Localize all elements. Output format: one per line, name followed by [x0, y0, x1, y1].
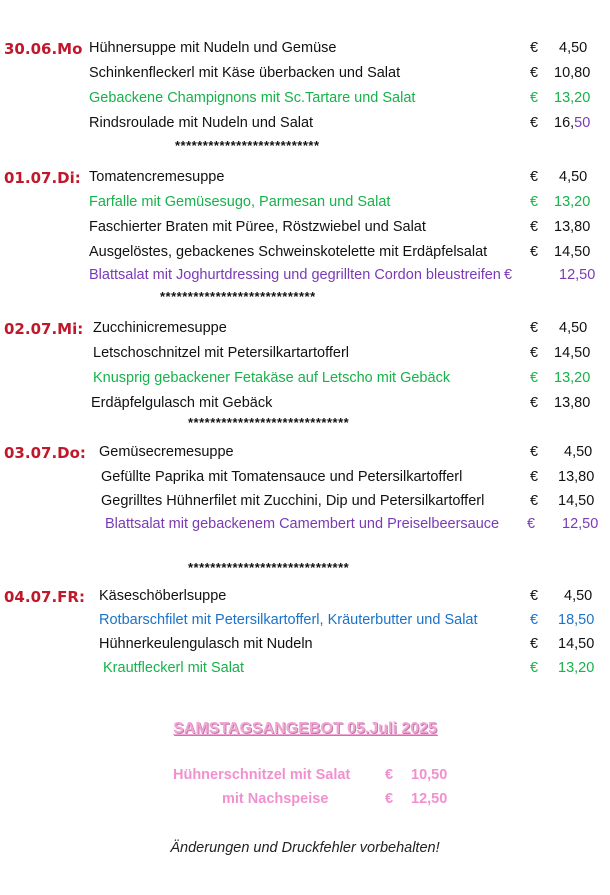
currency-symbol: € — [530, 345, 539, 361]
price: 13,20 — [554, 370, 591, 386]
currency-symbol: € — [530, 370, 539, 386]
price: 12,50 — [562, 516, 599, 532]
price: 4,50 — [559, 320, 588, 336]
dish-name: Rindsroulade mit Nudeln und Salat — [89, 115, 314, 131]
price: 4,50 — [559, 169, 588, 185]
promo-title: SAMSTAGSANGEBOT 05.Juli 2025 — [173, 720, 437, 737]
price-part: 16, — [554, 115, 575, 131]
day-label: 02.07.Mi: — [4, 320, 84, 338]
price: 12,50 — [559, 267, 596, 283]
dish-name: Blattsalat mit Joghurtdressing und gegrillten Cordon bleustreifen — [89, 267, 501, 283]
dish-name: Letschoschnitzel mit Petersilkartartofferl — [93, 345, 350, 361]
currency-symbol: € — [530, 493, 539, 509]
separator: ************************** — [175, 138, 320, 153]
price: 4,50 — [564, 588, 593, 604]
price-part: 50 — [574, 115, 591, 131]
day-label: 30.06.Mo — [4, 40, 83, 58]
promo-row — [222, 791, 448, 807]
price: 13,20 — [558, 660, 595, 676]
promo-currency: € — [385, 791, 394, 807]
price: 14,50 — [554, 345, 591, 361]
currency-symbol: € — [530, 90, 539, 106]
dish-name: Farfalle mit Gemüsesugo, Parmesan und Salat — [89, 194, 391, 210]
day-label: 01.07.Di: — [4, 169, 81, 187]
dish-name: Schinkenfleckerl mit Käse überbacken und Salat — [89, 65, 401, 81]
dish-name: Hühnerkeulengulasch mit Nudeln — [99, 636, 313, 652]
currency-symbol: € — [530, 244, 539, 260]
price: 14,50 — [558, 636, 595, 652]
price: 13,20 — [554, 90, 591, 106]
dish-name: Erdäpfelgulasch mit Gebäck — [91, 395, 273, 411]
promo-row — [173, 767, 448, 783]
price: 4,50 — [559, 40, 588, 56]
dish-name: Faschierter Braten mit Püree, Röstzwiebel und Salat — [89, 219, 426, 235]
currency-symbol: € — [530, 469, 539, 485]
dish-name: Zucchinicremesuppe — [93, 320, 227, 336]
currency-symbol: € — [530, 40, 539, 56]
disclaimer-footer: Änderungen und Druckfehler vorbehalten! — [170, 840, 440, 856]
price: 13,80 — [554, 219, 591, 235]
price: 14,50 — [554, 244, 591, 260]
promo-price: 12,50 — [411, 791, 448, 807]
price: 13,20 — [554, 194, 591, 210]
dish-name: Krautfleckerl mit Salat — [103, 660, 245, 676]
promo-text: mit Nachspeise — [222, 791, 329, 807]
promo-currency: € — [385, 767, 394, 783]
dish-name: Ausgelöstes, gebackenes Schweinskotelette mit Erdäpfelsalat — [89, 244, 488, 260]
day-label: 03.07.Do: — [4, 444, 86, 462]
currency-symbol: € — [530, 588, 539, 604]
currency-symbol: € — [530, 219, 539, 235]
separator: ***************************** — [188, 560, 350, 575]
currency-symbol: € — [530, 395, 539, 411]
separator: ***************************** — [188, 415, 350, 430]
currency-symbol: € — [530, 612, 539, 628]
currency-symbol: € — [504, 267, 513, 283]
currency-symbol: € — [530, 115, 539, 131]
currency-symbol: € — [527, 516, 536, 532]
dish-name: Tomatencremesuppe — [89, 169, 225, 185]
day-label: 04.07.FR: — [4, 588, 85, 606]
price: 10,80 — [554, 65, 591, 81]
dish-name: Knusprig gebackener Fetakäse auf Letscho mit Gebäck — [93, 370, 451, 386]
currency-symbol: € — [530, 194, 539, 210]
dish-name: Gefüllte Paprika mit Tomatensauce und Petersilkartofferl — [101, 469, 463, 485]
dish-name: Hühnersuppe mit Nudeln und Gemüse — [89, 40, 337, 56]
dish-name: Blattsalat mit gebackenem Camembert und Preiselbeersauce — [105, 516, 500, 532]
promo-text: Hühnerschnitzel mit Salat — [173, 767, 351, 783]
price: 4,50 — [564, 444, 593, 460]
currency-symbol: € — [530, 444, 539, 460]
currency-symbol: € — [530, 636, 539, 652]
promo-price: 10,50 — [411, 767, 448, 783]
price: 14,50 — [558, 493, 595, 509]
currency-symbol: € — [530, 65, 539, 81]
price — [554, 113, 590, 133]
currency-symbol: € — [530, 320, 539, 336]
dish-name: Gegrilltes Hühnerfilet mit Zucchini, Dip und Petersilkartofferl — [101, 493, 485, 509]
price: 13,80 — [554, 395, 591, 411]
dish-name: Gemüsecremesuppe — [99, 444, 234, 460]
price: 13,80 — [558, 469, 595, 485]
currency-symbol: € — [530, 169, 539, 185]
dish-name: Gebackene Champignons mit Sc.Tartare und Salat — [89, 90, 416, 106]
price: 18,50 — [558, 612, 595, 628]
dish-name: Rotbarschfilet mit Petersilkartofferl, Kräuterbutter und Salat — [99, 612, 478, 628]
separator: **************************** — [160, 289, 316, 304]
dish-name: Käseschöberlsuppe — [99, 588, 227, 604]
currency-symbol: € — [530, 660, 539, 676]
